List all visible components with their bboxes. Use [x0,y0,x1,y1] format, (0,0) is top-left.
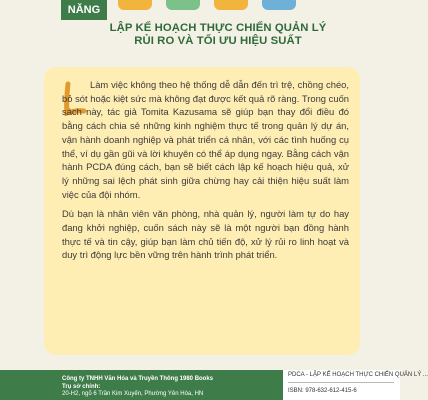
description-text [62,78,349,268]
isbn-box [283,370,428,400]
category-tag: NĂNG [61,0,107,20]
isbn-number: ISBN: 978-632-612-415-6 [288,388,357,394]
publisher-address: 20-H2, ngõ 6 Trần Kim Xuyến, Phường Yên Hòa, HN [62,391,204,397]
book-title [100,22,336,48]
description-paragraph-2: Dù bạn là nhân viên văn phòng, nhà quản lý, người làm tự do hay đang khởi nghiệp, cuốn sách này sẽ là một người bạn đồng hành thực tế và tin cậy, giúp bạn làm chủ tiến độ, xử lý rủi ro linh hoạt và duy trì động lực bền vững trên hành trình phát triển. [62,208,349,261]
publisher-name: Công ty TNHH Văn Hóa và Truyền Thông 1980 Books [62,376,214,382]
pdca-logo [118,0,308,14]
hq-label: Trụ sở chính: [62,383,101,390]
description-paragraph-1: Làm việc không theo hệ thống dễ dẫn đến trì trệ, chồng chéo, bỏ sót hoặc kiệt sức mà không đạt được kết quả rõ ràng. Trong cuốn sách này, tác giả Tomita Kazusama sẽ giúp bạn thay đổi điều đó bằng cách chia sẻ những kinh nghiệm thực tế trong quản lý dự án, vận hành doanh nghiệp và phát triển cá nhân, với các tình huống cụ thể, ví dụ gần gũi và lời khuyên có thể áp dụng ngay. Bằng cách vận hành PCDA đúng cách, bạn sẽ biết cách lập kế hoạch hiệu quả, xử lý những sai lệch phát sinh giữa chừng hay cải thiện hiệu suất làm việc của đội nhóm. [62,79,349,200]
book-title-line2: RỦI RO VÀ TỐI ƯU HIỆU SUẤT [134,35,302,47]
isbn-divider [288,382,394,383]
book-title-line1: LẬP KẾ HOẠCH THỰC CHIẾN QUẢN LÝ [109,22,327,34]
book-short-title: PDCA - LẬP KẾ HOẠCH THỰC CHIẾN QUẢN LÝ ... [288,372,428,378]
publisher-info [62,376,213,399]
